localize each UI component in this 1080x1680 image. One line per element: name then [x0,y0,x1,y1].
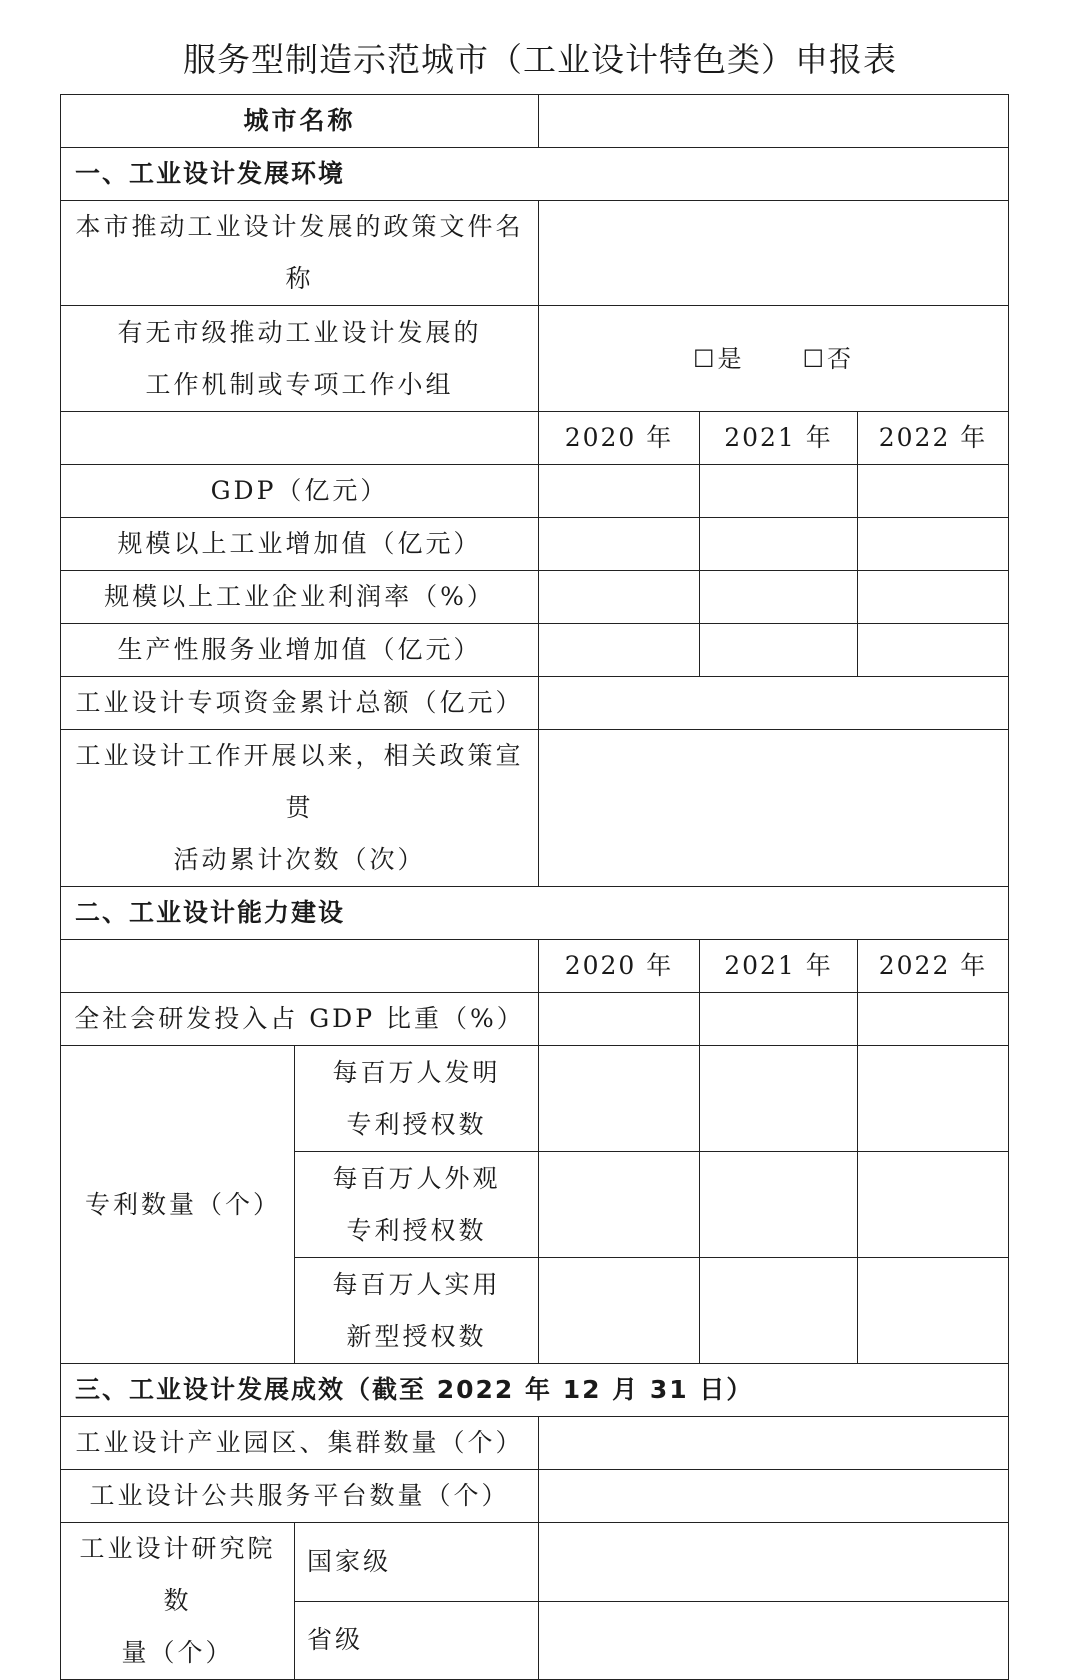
rd-ratio-2022-field[interactable] [858,993,1009,1046]
policy-docs-field[interactable] [539,201,1009,306]
service-added-2021-field[interactable] [700,624,858,677]
patent-count-label: 专利数量（个） [61,1046,295,1364]
parks-label: 工业设计产业园区、集群数量（个） [61,1417,539,1470]
utility-2020-field[interactable] [539,1258,700,1364]
design-patent-label [295,1152,539,1258]
no-checkbox[interactable]: ☐否 [802,344,855,373]
section-1-heading: 一、工业设计发展环境 [61,148,1009,201]
gdp-2022-field[interactable] [858,465,1009,518]
campaign-label-line2: 活动累计次数（次） [173,845,426,874]
parks-field[interactable] [539,1417,1009,1470]
service-added-label: 生产性服务业增加值（亿元） [61,624,539,677]
mechanism-choice [539,306,1009,412]
year-header-blank [61,412,539,465]
rd-ratio-2020-field[interactable] [539,993,700,1046]
institutes-label [61,1523,295,1680]
platforms-field[interactable] [539,1470,1009,1523]
design-patent-label-line1: 每百万人外观 [332,1163,501,1193]
city-name-label: 城市名称 [61,95,539,148]
invention-2022-field[interactable] [858,1046,1009,1152]
city-name-row [61,95,1009,148]
profit-rate-2021-field[interactable] [700,571,858,624]
application-form-table [60,94,1009,1680]
invention-patent-label [295,1046,539,1152]
special-funds-field[interactable] [539,677,1009,730]
page-title: 服务型制造示范城市（工业设计特色类）申报表 [183,40,897,79]
section-3-heading: 三、工业设计发展成效（截至 2022 年 12 月 31 日） [61,1364,1009,1417]
national-field[interactable] [539,1523,1009,1602]
year-2022-header: 2022 年 [858,412,1009,465]
invention-patent-label-line1: 每百万人发明 [332,1057,501,1087]
campaign-label [61,730,539,887]
year-2021-header-2: 2021 年 [700,940,858,993]
rd-ratio-2021-field[interactable] [700,993,858,1046]
industrial-added-label: 规模以上工业增加值（亿元） [61,518,539,571]
section-2-heading: 二、工业设计能力建设 [61,887,1009,940]
utility-patent-label [295,1258,539,1364]
utility-patent-label-line2: 新型授权数 [346,1321,487,1351]
provincial-label: 省级 [295,1601,539,1680]
year-2022-header-2: 2022 年 [858,940,1009,993]
profit-rate-2020-field[interactable] [539,571,700,624]
year-2020-header-2: 2020 年 [539,940,700,993]
year-2021-header: 2021 年 [700,412,858,465]
industrial-added-2021-field[interactable] [700,518,858,571]
gdp-2021-field[interactable] [700,465,858,518]
design-2021-field[interactable] [700,1152,858,1258]
mechanism-label-line2: 工作机制或专项工作小组 [145,369,454,399]
invention-2021-field[interactable] [700,1046,858,1152]
mechanism-label [61,306,539,412]
platforms-label: 工业设计公共服务平台数量（个） [61,1470,539,1523]
design-patent-label-line2: 专利授权数 [346,1215,487,1245]
industrial-added-2022-field[interactable] [858,518,1009,571]
campaign-label-line1: 工业设计工作开展以来，相关政策宣贯 [75,741,524,822]
mechanism-label-line1: 有无市级推动工业设计发展的 [117,317,482,347]
service-added-2020-field[interactable] [539,624,700,677]
utility-patent-label-line1: 每百万人实用 [332,1269,501,1299]
invention-patent-label-line2: 专利授权数 [346,1109,487,1139]
gdp-2020-field[interactable] [539,465,700,518]
institutes-label-line1: 工业设计研究院数 [79,1534,276,1615]
industrial-added-2020-field[interactable] [539,518,700,571]
national-label: 国家级 [295,1523,539,1602]
policy-docs-label: 本市推动工业设计发展的政策文件名称 [61,201,539,306]
yes-checkbox[interactable]: ☐是 [693,344,745,373]
profit-rate-label: 规模以上工业企业利润率（%） [61,571,539,624]
invention-2020-field[interactable] [539,1046,700,1152]
special-funds-label: 工业设计专项资金累计总额（亿元） [61,677,539,730]
institutes-label-line2: 量（个） [121,1638,234,1667]
year-header-blank-2 [61,940,539,993]
provincial-field[interactable] [539,1601,1009,1680]
gdp-label: GDP（亿元） [61,465,539,518]
year-2020-header: 2020 年 [539,412,700,465]
campaign-field[interactable] [539,730,1009,887]
utility-2021-field[interactable] [700,1258,858,1364]
design-2022-field[interactable] [858,1152,1009,1258]
design-2020-field[interactable] [539,1152,700,1258]
profit-rate-2022-field[interactable] [858,571,1009,624]
service-added-2022-field[interactable] [858,624,1009,677]
utility-2022-field[interactable] [858,1258,1009,1364]
rd-ratio-label: 全社会研发投入占 GDP 比重（%） [61,993,539,1046]
city-name-field[interactable] [539,95,1009,148]
